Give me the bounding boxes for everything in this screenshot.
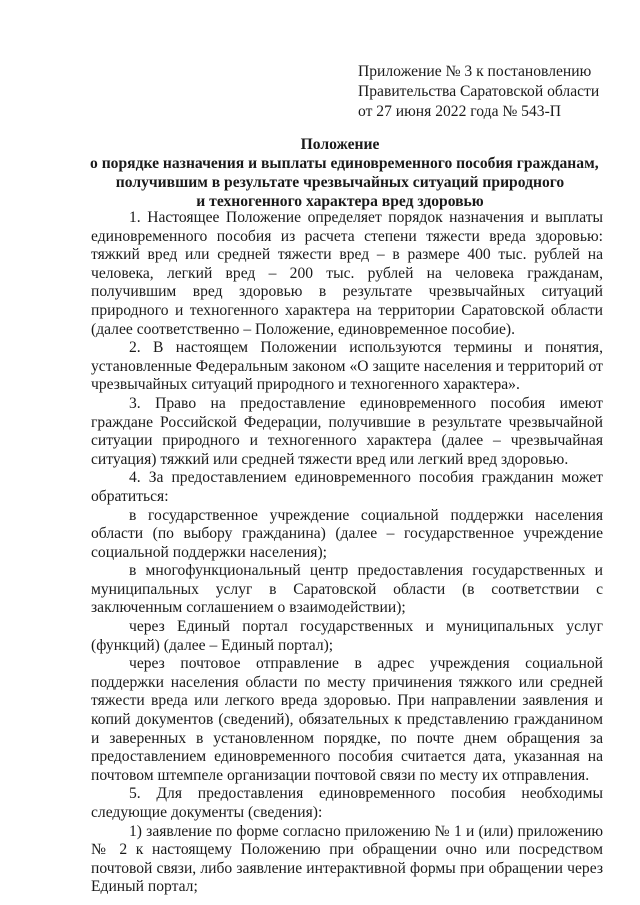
paragraph-4: 4. За предоставлением единовременного пособия гражданин может обратиться: <box>91 469 603 505</box>
paragraph-2: 2. В настоящем Положении используются термины и понятия, установленные Федеральным законом «О защите населения и территорий от чрезвычайных ситуаций природного и техногенного характера». <box>91 339 603 394</box>
document-body <box>91 209 603 897</box>
title-line-2: о порядке назначения и выплаты единовременного пособия гражданам, <box>90 155 599 172</box>
paragraph-4-option-institution: в государственное учреждение социальной поддержки населения области (по выбору гражданина) (далее – государственное учреждение социальной поддержки населения); <box>91 506 603 561</box>
appendix-line-3: от 27 июня 2022 года № 543-П <box>358 103 562 120</box>
paragraph-1: 1. Настоящее Положение определяет порядок назначения и выплаты единовременного пособия из расчета степени тяжести вреда здоровью: тяжкий вред или средней тяжести вред – в размере 400 тыс. рублей на человека, легкий вред – 200 тыс. рублей на человека гражданам, получившим вред здоровью в результате чрезвычайных ситуаций природного и техногенного характера на территории Саратовской области (далее соответственно – Положение, единовременное пособие). <box>91 209 603 338</box>
paragraph-3: 3. Право на предоставление единовременного пособия имеют граждане Российской Федерации, получившие в результате чрезвычайной ситуации природного и техногенного характера (далее – чрезвычайная ситуация) тяжкий или средней тяжести вред или легкий вред здоровью. <box>91 394 603 468</box>
appendix-line-1: Приложение № 3 к постановлению <box>358 63 592 80</box>
paragraph-5: 5. Для предоставления единовременного пособия необходимы следующие документы (сведения): <box>91 785 603 821</box>
title-line-1: Положение <box>300 136 380 153</box>
title-line-4: и техногенного характера вред здоровью <box>196 193 484 210</box>
title-line-3: получившим в результате чрезвычайных ситуаций природного <box>115 174 565 191</box>
appendix-line-2: Правительства Саратовской области <box>358 83 600 100</box>
paragraph-4-option-portal: через Единый портал государственных и муниципальных услуг (функций) (далее – Единый портал); <box>91 618 603 654</box>
paragraph-4-option-mail: через почтовое отправление в адрес учреждения социальной поддержки населения области по месту причинения тяжкого или средней тяжести вреда или легкого вреда здоровью. При направлении заявления и копий документов (сведений), обязательных к представлению гражданином и заверенных в установленном порядке, по почте днем обращения за предоставлением единовременного пособия считается дата, указанная на почтовом штемпеле организации почтовой связи по месту их отправления. <box>91 655 603 784</box>
document-title <box>90 135 599 211</box>
appendix-header <box>358 62 618 122</box>
paragraph-5-item-1: 1) заявление по форме согласно приложению № 1 и (или) приложению № 2 к настоящему Положению при обращении очно или посредством почтовой связи, либо заявление интерактивной формы при обращении через Единый портал; <box>91 822 603 896</box>
paragraph-4-option-mfc: в многофункциональный центр предоставления государственных и муниципальных услуг в Саратовской области (в соответствии с заключенным соглашением о взаимодействии); <box>91 562 603 617</box>
